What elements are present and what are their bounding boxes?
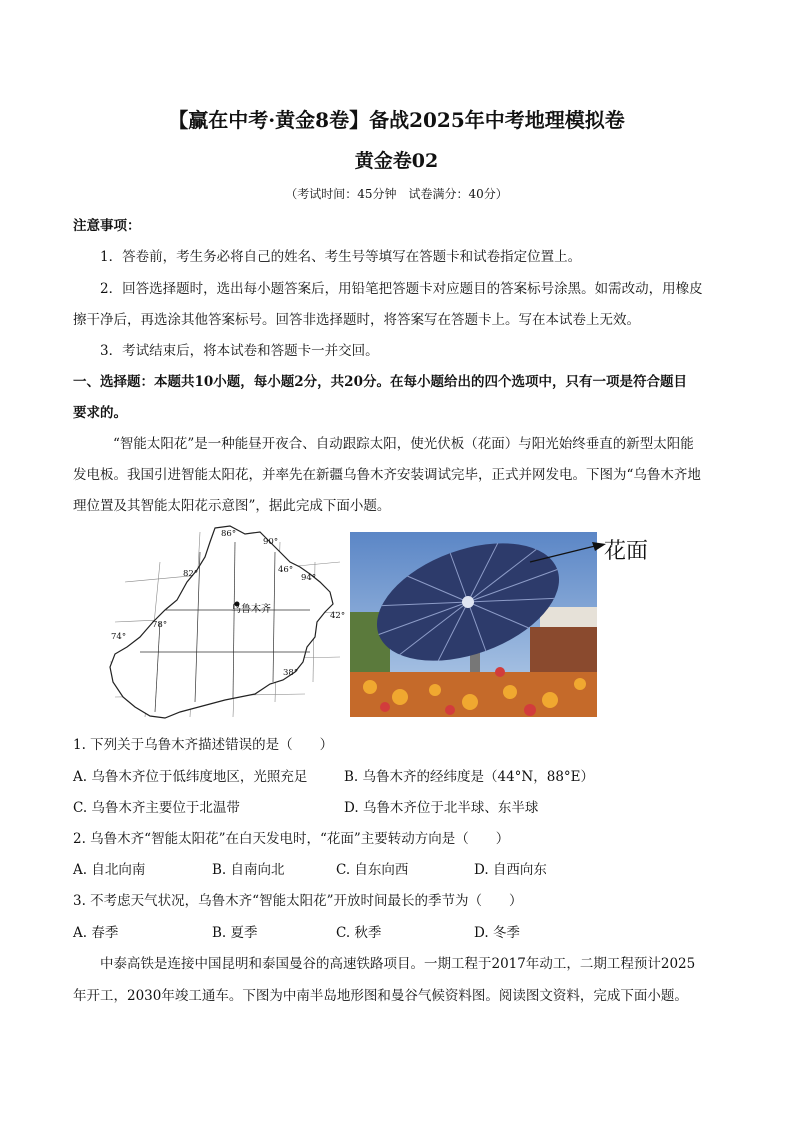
question-2-option-c: C. 自东向西 [336,862,409,878]
notice-item-2: 2．回答选择题时，选出每小题答案后，用铅笔把答题卡对应题目的答案标号涂黑。如需改动，用橡皮 [100,281,703,297]
photo-label: 花面 [604,539,649,564]
lat-label-38: 38° [283,668,299,678]
paper-title: 【赢在中考·黄金8卷】备战2025年中考地理模拟卷 [168,108,625,132]
map-city-label: 乌鲁木齐 [231,604,271,615]
question-1-option-a: A. 乌鲁木齐位于低纬度地区，光照充足 [73,769,308,785]
question-1-option-b: B. 乌鲁木齐的经纬度是（44°N，88°E） [344,769,595,785]
lon-label-74: 74° [111,632,127,642]
lon-label-82: 82° [183,569,199,579]
question-3-option-c: C. 秋季 [336,925,382,941]
lon-label-78: 78° [152,620,168,630]
question-2-option-a: A. 自北向南 [73,862,146,878]
notice-item-2-cont: 擦干净后，再选涂其他答案标号。回答非选择题时，将答案写在答题卡上。写在本试卷上无效。 [73,312,640,328]
map-outline [110,526,333,718]
question-2-stem: 2. 乌鲁木齐“智能太阳花”在白天发电时，“花面”主要转动方向是（ ） [73,831,510,847]
paper-subtitle: 黄金卷02 [354,150,439,172]
passage2-line-2: 年开工，2030年竣工通车。下图为中南半岛地形图和曼谷气候资料图。阅读图文资料，完成下面小题。 [73,988,688,1004]
notice-item-1: 1．答卷前，考生务必将自己的姓名、考生号等填写在答题卡和试卷指定位置上。 [100,249,582,265]
xinjiang-map [105,522,345,722]
question-3-option-a: A. 春季 [73,925,119,941]
lat-label-42: 42° [330,611,345,621]
lon-label-90: 90° [263,537,279,547]
question-3-option-d: D. 冬季 [474,925,520,941]
question-1-stem: 1. 下列关于乌鲁木齐描述错误的是（ ） [73,737,334,753]
question-2-option-d: D. 自西向东 [474,862,547,878]
arrow-head-icon [592,540,606,552]
question-3-stem: 3. 不考虑天气状况，乌鲁木齐“智能太阳花”开放时间最长的季节为（ ） [73,893,523,909]
question-1-option-d: D. 乌鲁木齐位于北半球、东半球 [344,800,539,816]
question-2-option-b: B. 自南向北 [212,862,285,878]
passage1-line-2: 发电板。我国引进智能太阳花，并率先在新疆乌鲁木齐安装调试完毕，正式并网发电。下图为“乌鲁木齐地 [73,467,701,483]
question-3-option-b: B. 夏季 [212,925,258,941]
section-heading: 一、选择题：本题共10小题，每小题2分，共20分。在每小题给出的四个选项中，只有一项是符合题目 [73,374,687,390]
notice-heading: 注意事项： [73,218,141,234]
passage1-line-3: 理位置及其智能太阳花示意图”，据此完成下面小题。 [73,498,391,514]
notice-item-3: 3．考试结束后，将本试卷和答题卡一并交回。 [100,343,379,359]
lon-label-94: 94° [301,573,317,583]
exam-info: （考试时间：45分钟 试卷满分：40分） [285,187,508,201]
question-1-option-c: C. 乌鲁木齐主要位于北温带 [73,800,240,816]
lon-label-86: 86° [221,529,237,539]
passage2-line-1: 中泰高铁是连接中国昆明和泰国曼谷的高速铁路项目。一期工程于2017年动工，二期工程预计2025 [100,956,696,972]
solar-flower-photo [350,532,597,717]
lat-label-46: 46° [278,565,294,575]
section-heading-cont: 要求的。 [73,405,127,421]
passage1-line-1: “智能太阳花”是一种能昼开夜合、自动跟踪太阳，使光伏板（花面）与阳光始终垂直的新型太阳能 [113,436,694,452]
